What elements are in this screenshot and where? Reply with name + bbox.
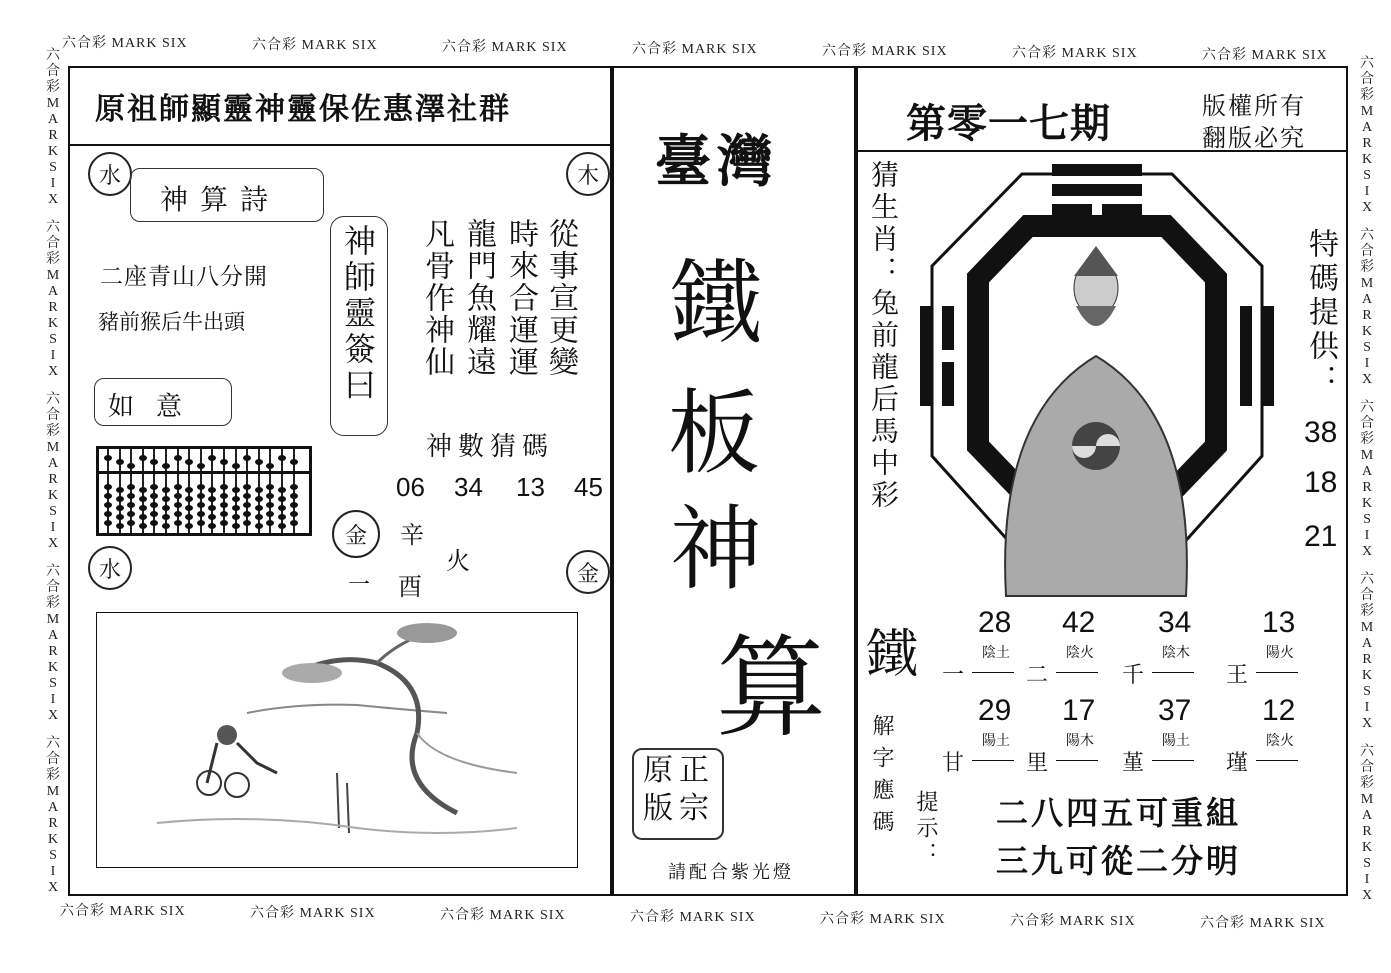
abacus-bead: [197, 520, 205, 526]
abacus-bead: [255, 487, 263, 493]
abacus-bead: [162, 463, 170, 469]
element-metal-right: 金: [566, 550, 610, 594]
number-char: 甘: [942, 751, 965, 776]
watermark-left: 六 合 彩 M A R K S I X: [46, 736, 60, 895]
copyright-line-1: 版權所有: [1202, 92, 1306, 120]
landscape-drawing: [97, 613, 577, 867]
abacus-bead: [116, 459, 124, 465]
abacus-bead: [243, 484, 251, 490]
element-metal-center: 金: [332, 510, 380, 558]
number-element-tag: 陽木: [1066, 733, 1094, 749]
stamp-char: 宗: [679, 791, 709, 826]
abacus-bead: [232, 487, 240, 493]
abacus-bead: [127, 502, 135, 508]
verse-col-2: 時來合運運: [503, 218, 538, 378]
abacus-bead: [185, 514, 193, 520]
hint-line-1: 二八四五可重組: [996, 794, 1242, 832]
abacus-bead: [104, 520, 112, 526]
verse-col-1: 從事宣更變: [543, 218, 578, 378]
abacus-bead: [243, 520, 251, 526]
abacus: [96, 446, 312, 536]
element-water-top: 水: [88, 152, 132, 196]
abacus-bead: [139, 505, 147, 511]
number-underline: [1056, 760, 1098, 761]
abacus-bead: [243, 493, 251, 499]
watermark-top: 六合彩 MARK SIX: [252, 38, 378, 53]
abacus-bead: [208, 496, 216, 502]
abacus-bead: [220, 484, 228, 490]
abacus-bead: [208, 514, 216, 520]
stamp-grid: [640, 752, 712, 828]
title-char-1: 鐵: [670, 250, 763, 357]
abacus-bead: [139, 487, 147, 493]
number-value: 13: [1262, 606, 1296, 639]
watermark-bottom: 六合彩 MARK SIX: [630, 910, 756, 925]
number-underline: [1256, 760, 1298, 761]
watermark-right: 六 合 彩 M A R K S I X: [1360, 228, 1374, 387]
abacus-bead: [174, 520, 182, 526]
abacus-bead: [139, 496, 147, 502]
number-element-tag: 陽火: [1266, 645, 1294, 661]
number-char: 二: [1026, 663, 1049, 688]
abacus-bead: [208, 455, 216, 461]
jiezi-label: 解字應碼: [869, 714, 894, 842]
abacus-bead: [150, 520, 158, 526]
number-char: 一: [942, 663, 965, 688]
abacus-bead: [278, 455, 286, 461]
abacus-bead: [255, 459, 263, 465]
guess-label: 神數猜碼: [426, 432, 555, 462]
abacus-bead: [208, 487, 216, 493]
abacus-bead: [197, 463, 205, 469]
poem-line-2: 豬前猴后牛出頭: [98, 310, 245, 334]
hint-line-2: 三九可從二分明: [996, 842, 1242, 880]
abacus-bead: [139, 455, 147, 461]
verse-col-4: 凡骨作神仙: [419, 218, 454, 378]
abacus-bead: [150, 484, 158, 490]
abacus-bead: [255, 505, 263, 511]
stamp-char: 正: [679, 753, 709, 788]
title-char-3: 神: [670, 496, 763, 603]
title-char-4: 算: [716, 624, 826, 752]
region-label: 臺灣: [655, 129, 779, 195]
watermark-right: 六 合 彩 M A R K S I X: [1360, 572, 1374, 731]
guess-number: 45: [574, 472, 603, 502]
watermark-bottom: 六合彩 MARK SIX: [60, 904, 186, 919]
abacus-beam: [99, 471, 309, 474]
guess-number: 06: [396, 472, 425, 502]
abacus-bead: [220, 511, 228, 517]
abacus-bead: [266, 493, 274, 499]
abacus-bead: [197, 502, 205, 508]
abacus-bead: [162, 496, 170, 502]
number-underline: [1056, 672, 1098, 673]
number-char: 千: [1122, 663, 1145, 688]
number-element-tag: 陰火: [1266, 733, 1294, 749]
abacus-bead: [174, 484, 182, 490]
oracle-title: 神師靈簽曰: [339, 224, 377, 404]
number-value: 12: [1262, 694, 1296, 727]
abacus-bead: [185, 523, 193, 529]
abacus-bead: [266, 463, 274, 469]
abacus-bead: [185, 487, 193, 493]
abacus-bead: [208, 505, 216, 511]
watermark-bottom: 六合彩 MARK SIX: [440, 908, 566, 923]
abacus-bead: [232, 514, 240, 520]
abacus-bead: [139, 514, 147, 520]
element-wood: 木: [566, 152, 610, 196]
guess-number: 13: [516, 472, 545, 502]
stamp-char: 版: [643, 791, 673, 826]
stamp-char: 原: [643, 753, 673, 788]
zodiac-guess: 猜生肖：兔前龍后馬中彩: [867, 160, 900, 512]
abacus-bead: [278, 514, 286, 520]
abacus-bead: [127, 520, 135, 526]
watermark-top: 六合彩 MARK SIX: [62, 36, 188, 51]
abacus-bead: [243, 502, 251, 508]
number-element-tag: 陰火: [1066, 645, 1094, 661]
abacus-bead: [162, 487, 170, 493]
abacus-bead: [290, 520, 298, 526]
abacus-bead: [116, 505, 124, 511]
abacus-bead: [278, 496, 286, 502]
watermark-top: 六合彩 MARK SIX: [822, 44, 948, 59]
abacus-bead: [139, 523, 147, 529]
abacus-bead: [185, 496, 193, 502]
copyright-line-2: 翻版必究: [1202, 124, 1306, 152]
watermark-top: 六合彩 MARK SIX: [1202, 48, 1328, 63]
element-water-bottom: 水: [88, 546, 132, 590]
abacus-bead: [150, 459, 158, 465]
watermark-top: 六合彩 MARK SIX: [1012, 46, 1138, 61]
ganzhi-huo: 火: [446, 547, 470, 575]
abacus-bead: [290, 459, 298, 465]
abacus-bead: [208, 523, 216, 529]
ganzhi-xin: 辛: [400, 521, 424, 549]
number-char: 王: [1226, 663, 1249, 688]
watermark-bottom: 六合彩 MARK SIX: [250, 906, 376, 921]
guess-numbers: [396, 472, 603, 503]
landscape-illustration: [96, 612, 578, 868]
abacus-bead: [255, 496, 263, 502]
abacus-bead: [127, 511, 135, 517]
abacus-bead: [174, 493, 182, 499]
watermark-bottom: 六合彩 MARK SIX: [1010, 914, 1136, 929]
abacus-bead: [278, 487, 286, 493]
abacus-bead: [104, 502, 112, 508]
watermark-right: 六 合 彩 M A R K S I X: [1360, 400, 1374, 559]
abacus-bead: [185, 459, 193, 465]
left-header: 原祖師顯靈神靈保佐惠澤社群: [95, 92, 511, 127]
abacus-bead: [127, 463, 135, 469]
watermark-right: 六 合 彩 M A R K S I X: [1360, 56, 1374, 215]
abacus-bead: [150, 502, 158, 508]
number-value: 37: [1158, 694, 1192, 727]
abacus-bead: [220, 502, 228, 508]
abacus-bead: [104, 511, 112, 517]
abacus-bead: [290, 511, 298, 517]
number-value: 42: [1062, 606, 1096, 639]
abacus-bead: [174, 511, 182, 517]
abacus-bead: [150, 511, 158, 517]
abacus-bead: [220, 493, 228, 499]
bagua-figure: [916, 156, 1278, 598]
abacus-bead: [104, 455, 112, 461]
abacus-bead: [232, 505, 240, 511]
abacus-bead: [174, 502, 182, 508]
abacus-bead: [197, 484, 205, 490]
number-value: 29: [978, 694, 1012, 727]
number-value: 28: [978, 606, 1012, 639]
watermark-bottom: 六合彩 MARK SIX: [1200, 916, 1326, 931]
abacus-bead: [266, 520, 274, 526]
abacus-bead: [290, 502, 298, 508]
abacus-bead: [116, 496, 124, 502]
special-label: 特碼提供：: [1303, 228, 1338, 398]
tie-label: 鐵: [866, 625, 919, 685]
verse-col-3: 龍門魚耀遠: [461, 218, 496, 378]
abacus-bead: [255, 523, 263, 529]
number-char: 堇: [1122, 751, 1145, 776]
guess-number: 34: [454, 472, 483, 502]
number-underline: [1256, 672, 1298, 673]
number-element-tag: 陽土: [1162, 733, 1190, 749]
abacus-bead: [197, 511, 205, 517]
number-underline: [1152, 672, 1194, 673]
abacus-bead: [290, 493, 298, 499]
abacus-bead: [104, 493, 112, 499]
ruyi-label: 如意: [108, 392, 205, 422]
abacus-bead: [127, 484, 135, 490]
number-value: 17: [1062, 694, 1096, 727]
ganzhi-you: 酉: [398, 573, 422, 601]
number-element-tag: 陰木: [1162, 645, 1190, 661]
abacus-bead: [278, 505, 286, 511]
abacus-bead: [290, 484, 298, 490]
number-char: 里: [1026, 751, 1049, 776]
abacus-bead: [278, 523, 286, 529]
hint-label: 提示：: [913, 790, 938, 868]
number-element-tag: 陽土: [982, 733, 1010, 749]
uv-footer: 請配合紫光燈: [668, 862, 794, 883]
abacus-bead: [232, 523, 240, 529]
watermark-left: 六 合 彩 M A R K S I X: [46, 564, 60, 723]
abacus-bead: [116, 514, 124, 520]
special-number-1: 38: [1304, 416, 1338, 449]
poem-line-1: 二座青山八分開: [100, 264, 268, 290]
abacus-bead: [197, 493, 205, 499]
abacus-bead: [232, 496, 240, 502]
abacus-bead: [220, 520, 228, 526]
special-number-2: 18: [1304, 466, 1338, 499]
watermark-top: 六合彩 MARK SIX: [632, 42, 758, 57]
number-element-tag: 陰土: [982, 645, 1010, 661]
abacus-bead: [150, 493, 158, 499]
abacus-bead: [266, 502, 274, 508]
number-char: 瑾: [1226, 751, 1249, 776]
number-underline: [1152, 760, 1194, 761]
abacus-bead: [243, 455, 251, 461]
watermark-left: 六 合 彩 M A R K S I X: [46, 48, 60, 207]
abacus-bead: [185, 505, 193, 511]
abacus-bead: [220, 459, 228, 465]
abacus-bead: [243, 511, 251, 517]
watermark-bottom: 六合彩 MARK SIX: [820, 912, 946, 927]
watermark-top: 六合彩 MARK SIX: [442, 40, 568, 55]
abacus-bead: [255, 514, 263, 520]
special-number-3: 21: [1304, 520, 1338, 553]
abacus-bead: [174, 455, 182, 461]
abacus-bead: [162, 514, 170, 520]
number-value: 34: [1158, 606, 1192, 639]
number-underline: [972, 760, 1014, 761]
issue-number: 第零一七期: [906, 102, 1111, 146]
abacus-bead: [104, 484, 112, 490]
abacus-bead: [127, 493, 135, 499]
abacus-beads: [99, 449, 309, 533]
number-underline: [972, 672, 1014, 673]
watermark-right: 六 合 彩 M A R K S I X: [1360, 744, 1374, 903]
abacus-bead: [162, 523, 170, 529]
abacus-bead: [116, 523, 124, 529]
abacus-bead: [232, 463, 240, 469]
abacus-bead: [116, 487, 124, 493]
watermark-left: 六 合 彩 M A R K S I X: [46, 392, 60, 551]
poem-title: 神算詩: [160, 183, 281, 216]
watermark-left: 六 合 彩 M A R K S I X: [46, 220, 60, 379]
abacus-bead: [266, 511, 274, 517]
abacus-bead: [162, 505, 170, 511]
ganzhi-yi: 一: [348, 573, 371, 598]
title-char-2: 板: [668, 380, 761, 487]
abacus-bead: [266, 484, 274, 490]
